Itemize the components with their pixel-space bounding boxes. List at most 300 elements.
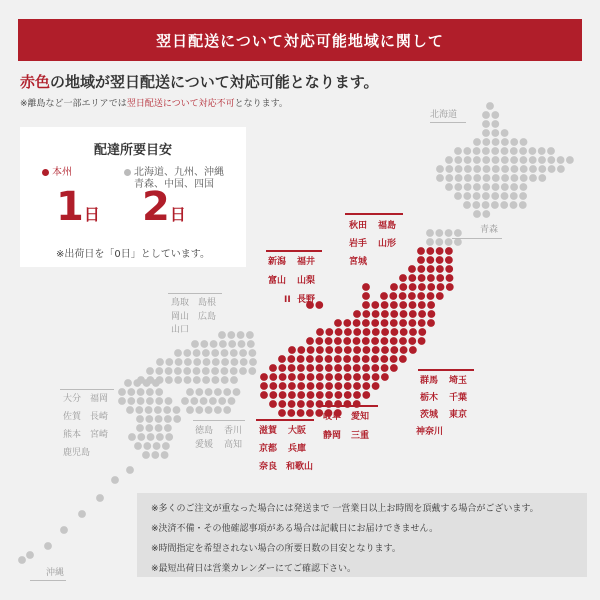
honshu-dot — [344, 328, 352, 336]
chugoku-dot — [203, 358, 211, 366]
chugoku-dot — [246, 331, 254, 339]
honshu-dot — [362, 301, 370, 309]
honshu-dot — [399, 355, 407, 363]
hokkaido-dot — [529, 174, 537, 182]
honshu-dot — [399, 274, 407, 282]
honshu-dot — [297, 409, 305, 417]
aomori-dot — [445, 238, 453, 246]
honshu-dot — [362, 355, 370, 363]
island-dot — [126, 466, 134, 474]
hokkaido-dot — [510, 147, 518, 155]
hokkaido-dot — [491, 192, 499, 200]
honshu-dot — [297, 373, 305, 381]
honshu-dot — [334, 355, 342, 363]
honshu-dot — [353, 337, 361, 345]
kyushu-dot — [137, 388, 145, 396]
hokkaido-dot — [454, 156, 462, 164]
honshu-dot — [362, 382, 370, 390]
kyushu-dot — [165, 397, 173, 405]
chugoku-dot — [247, 340, 255, 348]
honshu-dot — [408, 274, 416, 282]
aomori-dot — [426, 238, 434, 246]
kyushu-dot — [173, 415, 181, 423]
kyushu-dot — [163, 406, 171, 414]
chugoku-dot — [193, 358, 201, 366]
chugoku-dot — [211, 367, 219, 375]
honshu-days — [56, 184, 100, 230]
honshu-dot — [390, 364, 398, 372]
hokkaido-dot — [445, 156, 453, 164]
honshu-dot — [400, 346, 408, 354]
kyushu-dot — [133, 379, 141, 387]
hokkaido-dot — [538, 147, 546, 155]
chugoku-dot — [202, 367, 210, 375]
hokkaido-dot — [510, 156, 518, 164]
honshu-dot — [297, 400, 305, 408]
honshu-dot — [446, 274, 454, 282]
honshu-dot — [380, 355, 388, 363]
hokkaido-dot — [538, 165, 546, 173]
honshu-dot — [335, 391, 343, 399]
honshu-dot — [380, 292, 388, 300]
hokkaido-dot — [455, 174, 463, 182]
honshu-dot — [371, 319, 379, 327]
honshu-dot — [381, 301, 389, 309]
chugoku-dot — [237, 331, 245, 339]
label-kyoto: 京都 — [259, 444, 278, 454]
hokkaido-dot — [492, 165, 500, 173]
underline-chugoku — [168, 293, 222, 294]
chugoku-dot — [210, 340, 218, 348]
hokkaido-dot — [519, 192, 527, 200]
honshu-dot — [409, 283, 417, 291]
honshu-dot — [399, 337, 407, 345]
hokkaido-dot — [566, 156, 574, 164]
honshu-dot — [372, 382, 380, 390]
label-miyagi: 宮城 — [349, 257, 368, 267]
chugoku-dot — [211, 349, 219, 357]
honshu-dot — [417, 265, 425, 273]
honshu-dot — [399, 319, 407, 327]
underline-kyushu — [60, 389, 114, 390]
hokkaido-dot — [482, 129, 490, 137]
honshu-dot — [278, 409, 286, 417]
honshu-dot — [269, 364, 277, 372]
chugoku-dot — [221, 376, 229, 384]
hokkaido-dot — [492, 156, 500, 164]
hokkaido-dot — [501, 174, 509, 182]
chugoku-dot — [219, 340, 227, 348]
hokkaido-dot — [519, 147, 527, 155]
honshu-dot — [362, 319, 370, 327]
honshu-column — [42, 167, 72, 179]
kyushu-dot — [124, 379, 132, 387]
label-aichi: 愛知 — [351, 412, 370, 422]
kyushu-dot — [153, 442, 161, 450]
label-gifu: 岐阜 — [323, 412, 342, 422]
honshu-dot — [409, 328, 417, 336]
other-days-number: 2 — [142, 184, 170, 230]
kyushu-dot — [137, 433, 145, 441]
honshu-dot — [436, 247, 444, 255]
hokkaido-dot — [529, 156, 537, 164]
gray-dot-icon — [124, 169, 131, 176]
chugoku-dot — [249, 349, 257, 357]
honshu-dot — [409, 310, 417, 318]
chugoku-dot — [212, 358, 220, 366]
chugoku-dot — [239, 349, 247, 357]
hokkaido-dot — [491, 111, 499, 119]
hokkaido-dot — [454, 183, 462, 191]
other-days — [142, 184, 186, 230]
banner-title: 翌日配送について対応可能地域に関して — [156, 31, 444, 50]
honshu-dot — [418, 337, 426, 345]
chugoku-dot — [202, 376, 210, 384]
honshu-dot — [427, 274, 435, 282]
hokkaido-dot — [473, 138, 481, 146]
hokkaido-dot — [492, 183, 500, 191]
hokkaido-dot — [482, 192, 490, 200]
label-okayama: 岡山 — [171, 312, 190, 322]
honshu-dot — [325, 355, 333, 363]
honshu-days-number: 1 — [56, 184, 84, 230]
hokkaido-dot — [519, 201, 527, 209]
hokkaido-dot — [464, 183, 472, 191]
honshu-dot — [288, 364, 296, 372]
label-saga: 佐賀 — [63, 412, 82, 422]
chugoku-dot — [146, 367, 154, 375]
honshu-dot — [335, 382, 343, 390]
honshu-dot — [426, 247, 434, 255]
honshu-dot — [362, 310, 370, 318]
label-osaka: 大阪 — [288, 426, 307, 436]
label-yamaguchi: 山口 — [171, 325, 190, 335]
honshu-dot — [418, 319, 426, 327]
label-hiroshima: 広島 — [198, 312, 217, 322]
honshu-dot — [343, 337, 351, 345]
honshu-dot — [408, 292, 416, 300]
honshu-dot — [399, 292, 407, 300]
chugoku-dot — [221, 358, 229, 366]
honshu-dot — [381, 346, 389, 354]
label-tochigi: 栃木 — [420, 393, 439, 403]
label-mie: 三重 — [351, 431, 370, 441]
honshu-dot — [381, 364, 389, 372]
hokkaido-dot — [492, 138, 500, 146]
honshu-dot — [335, 328, 343, 336]
kyushu-dot — [154, 406, 162, 414]
honshu-dot — [436, 274, 444, 282]
label-okinawa: 沖縄 — [46, 568, 65, 578]
honshu-dot — [390, 346, 398, 354]
label-yamanashi: 山梨 — [297, 276, 316, 286]
honshu-dot — [353, 364, 361, 372]
hokkaido-dot — [482, 138, 490, 146]
honshu-dot — [325, 328, 333, 336]
hokkaido-dot — [501, 165, 509, 173]
honshu-dot — [399, 283, 407, 291]
honshu-dot — [436, 256, 444, 264]
note-item: ※多くのご注文が重なった場合には発送まで 一営業日以上お時間を頂戴する場合がございます。 — [151, 504, 539, 514]
honshu-dot — [381, 328, 389, 336]
kyushu-dot — [127, 388, 135, 396]
honshu-dot — [409, 319, 417, 327]
shikoku-dot — [223, 406, 231, 414]
shikoku-dot — [205, 406, 213, 414]
hokkaido-dot — [464, 156, 472, 164]
note-item: ※時間指定を希望されない場合の所要日数の目安となります。 — [151, 544, 401, 554]
honshu-dot — [297, 346, 305, 354]
label-ehime: 愛媛 — [195, 440, 214, 450]
kyushu-dot — [134, 442, 142, 450]
honshu-dot — [418, 328, 426, 336]
honshu-dot — [362, 292, 370, 300]
honshu-dot — [269, 400, 277, 408]
honshu-dot — [278, 400, 286, 408]
honshu-dot — [279, 382, 287, 390]
honshu-dot — [408, 337, 416, 345]
kyushu-dot — [126, 406, 134, 414]
hokkaido-dot — [464, 165, 472, 173]
honshu-dot — [445, 247, 453, 255]
honshu-dot — [334, 364, 342, 372]
label-saitama: 埼玉 — [449, 376, 468, 386]
kyushu-dot — [162, 442, 170, 450]
kyushu-dot — [155, 397, 163, 405]
honshu-dot — [353, 319, 361, 327]
underline-kinki — [256, 419, 314, 421]
chugoku-dot — [193, 367, 201, 375]
label-shimane: 島根 — [198, 298, 217, 308]
hokkaido-dot — [547, 147, 555, 155]
chugoku-dot — [239, 367, 247, 375]
label-iwate: 岩手 — [349, 239, 368, 249]
honshu-dot — [297, 364, 305, 372]
label-ishikawa: II — [284, 295, 291, 305]
honshu-dot — [287, 355, 295, 363]
shikoku-dot — [181, 397, 189, 405]
honshu-dot — [288, 400, 296, 408]
hokkaido-dot — [501, 138, 509, 146]
kyushu-dot — [173, 406, 181, 414]
honshu-dot — [316, 364, 324, 372]
headline-accent: 赤色 — [20, 73, 51, 91]
honshu-dot — [426, 256, 434, 264]
honshu-dot — [260, 382, 268, 390]
shikoku-dot — [233, 388, 241, 396]
honshu-dot — [390, 283, 398, 291]
hokkaido-dot — [482, 111, 490, 119]
chugoku-dot — [174, 376, 182, 384]
kyushu-dot — [135, 406, 143, 414]
hokkaido-dot — [547, 156, 555, 164]
honshu-dot — [269, 373, 277, 381]
honshu-dot — [381, 319, 389, 327]
honshu-dot — [315, 355, 323, 363]
label-fukuoka: 福岡 — [90, 394, 109, 404]
notes-box — [137, 493, 587, 577]
honshu-dot — [372, 328, 380, 336]
honshu-dot — [325, 346, 333, 354]
honshu-dot — [334, 319, 342, 327]
honshu-dot — [408, 265, 416, 273]
shikoku-dot — [195, 406, 203, 414]
honshu-dot — [315, 337, 323, 345]
honshu-dot — [417, 292, 425, 300]
kyushu-dot — [145, 415, 153, 423]
honshu-dot — [306, 400, 314, 408]
hokkaido-dot — [473, 165, 481, 173]
kyushu-dot — [164, 415, 172, 423]
honshu-dot — [325, 364, 333, 372]
hokkaido-dot — [473, 210, 481, 218]
note-item: ※決済不備・その他確認事項がある場合は記載日にお届けできません。 — [151, 524, 439, 534]
honshu-dot — [344, 364, 352, 372]
hokkaido-dot — [510, 183, 518, 191]
honshu-dot — [371, 337, 379, 345]
hokkaido-dot — [501, 192, 509, 200]
honshu-dot — [288, 373, 296, 381]
honshu-dot — [437, 283, 445, 291]
honshu-dot — [399, 301, 407, 309]
chugoku-dot — [183, 349, 191, 357]
honshu-dot — [260, 391, 268, 399]
honshu-dot — [381, 337, 389, 345]
hokkaido-dot — [510, 201, 518, 209]
island-dot — [18, 556, 26, 564]
chugoku-dot — [230, 367, 238, 375]
honshu-dot — [372, 373, 380, 381]
label-fukui: 福井 — [297, 257, 316, 267]
underline-kanto — [418, 369, 474, 371]
subnote-highlight: 翌日配送について対応不可 — [126, 99, 235, 109]
honshu-dot — [315, 409, 323, 417]
chugoku-dot — [175, 358, 183, 366]
underline-hokuriku — [266, 250, 322, 252]
honshu-dot — [381, 373, 389, 381]
honshu-dot — [417, 256, 425, 264]
hokkaido-dot — [510, 138, 518, 146]
honshu-dot — [362, 391, 370, 399]
hokkaido-dot — [511, 174, 519, 182]
label-aomori: 青森 — [480, 225, 499, 235]
honshu-dot — [307, 373, 315, 381]
label-tokushima: 徳島 — [195, 426, 214, 436]
honshu-dot — [353, 391, 361, 399]
kyushu-dot — [136, 424, 144, 432]
honshu-dot — [427, 265, 435, 273]
hokkaido-dot — [491, 129, 499, 137]
kyushu-dot — [118, 388, 126, 396]
honshu-dot — [343, 319, 351, 327]
kyushu-dot — [143, 379, 151, 387]
honshu-dot — [381, 310, 389, 318]
chugoku-dot — [193, 349, 201, 357]
aomori-dot — [426, 229, 434, 237]
hokkaido-dot — [436, 165, 444, 173]
honshu-dot — [428, 310, 436, 318]
honshu-dot — [417, 247, 425, 255]
kyushu-dot — [156, 433, 164, 441]
chugoku-dot — [228, 340, 236, 348]
island-dot — [78, 510, 86, 518]
honshu-dot — [371, 355, 379, 363]
underline-shikoku — [193, 420, 245, 421]
hokkaido-dot — [500, 201, 508, 209]
label-kagawa: 香川 — [224, 426, 243, 436]
shikoku-dot — [195, 388, 203, 396]
honshu-dot — [353, 355, 361, 363]
kyushu-dot — [152, 379, 160, 387]
honshu-dot — [325, 391, 333, 399]
honshu-dot — [316, 346, 324, 354]
label-toyama: 富山 — [268, 276, 287, 286]
kyushu-dot — [161, 451, 169, 459]
subnote-prefix: ※離島など一部エリアでは — [20, 99, 127, 109]
honshu-dot — [427, 319, 435, 327]
card-title: 配達所要目安 — [93, 143, 172, 158]
honshu-dot — [371, 364, 379, 372]
kyushu-dot — [128, 433, 136, 441]
kyushu-dot — [142, 451, 150, 459]
underline-hokkaido — [430, 122, 466, 123]
honshu-dot — [325, 382, 333, 390]
hokkaido-dot — [520, 183, 528, 191]
honshu-dot — [400, 328, 408, 336]
hokkaido-dot — [510, 192, 518, 200]
honshu-dot — [418, 274, 426, 282]
hokkaido-dot — [501, 147, 509, 155]
shikoku-dot — [214, 406, 222, 414]
label-fukushima: 福島 — [378, 221, 397, 231]
label-gunma: 群馬 — [420, 376, 439, 386]
kyushu-dot — [137, 397, 145, 405]
hokkaido-dot — [486, 102, 494, 110]
island-dot — [111, 476, 119, 484]
hokkaido-dot — [445, 174, 453, 182]
chugoku-dot — [248, 367, 256, 375]
honshu-dot — [362, 364, 370, 372]
hokkaido-dot — [455, 165, 463, 173]
honshu-dot — [362, 337, 370, 345]
label-kochi: 高知 — [224, 440, 243, 450]
hokkaido-dot — [491, 147, 499, 155]
honshu-dot — [353, 328, 361, 336]
honshu-dot — [418, 283, 426, 291]
honshu-dot — [344, 373, 352, 381]
kyushu-dot — [155, 388, 163, 396]
honshu-dot — [445, 265, 453, 273]
kyushu-dot — [155, 415, 163, 423]
kyushu-dot — [165, 433, 173, 441]
honshu-dot — [362, 373, 370, 381]
chugoku-dot — [174, 367, 182, 375]
honshu-dot — [445, 256, 453, 264]
chugoku-dot — [193, 376, 201, 384]
honshu-dot — [436, 265, 444, 273]
card-note: ※出荷日を「0日」としています。 — [56, 249, 210, 260]
honshu-dot — [427, 283, 435, 291]
chugoku-dot — [218, 331, 226, 339]
hokkaido-dot — [501, 156, 509, 164]
chugoku-dot — [165, 358, 173, 366]
label-yamagata: 山形 — [378, 239, 397, 249]
honshu-dot — [306, 409, 314, 417]
honshu-dot — [315, 301, 323, 309]
hokkaido-dot — [501, 183, 509, 191]
hokkaido-dot — [472, 201, 480, 209]
honshu-dot — [297, 391, 305, 399]
